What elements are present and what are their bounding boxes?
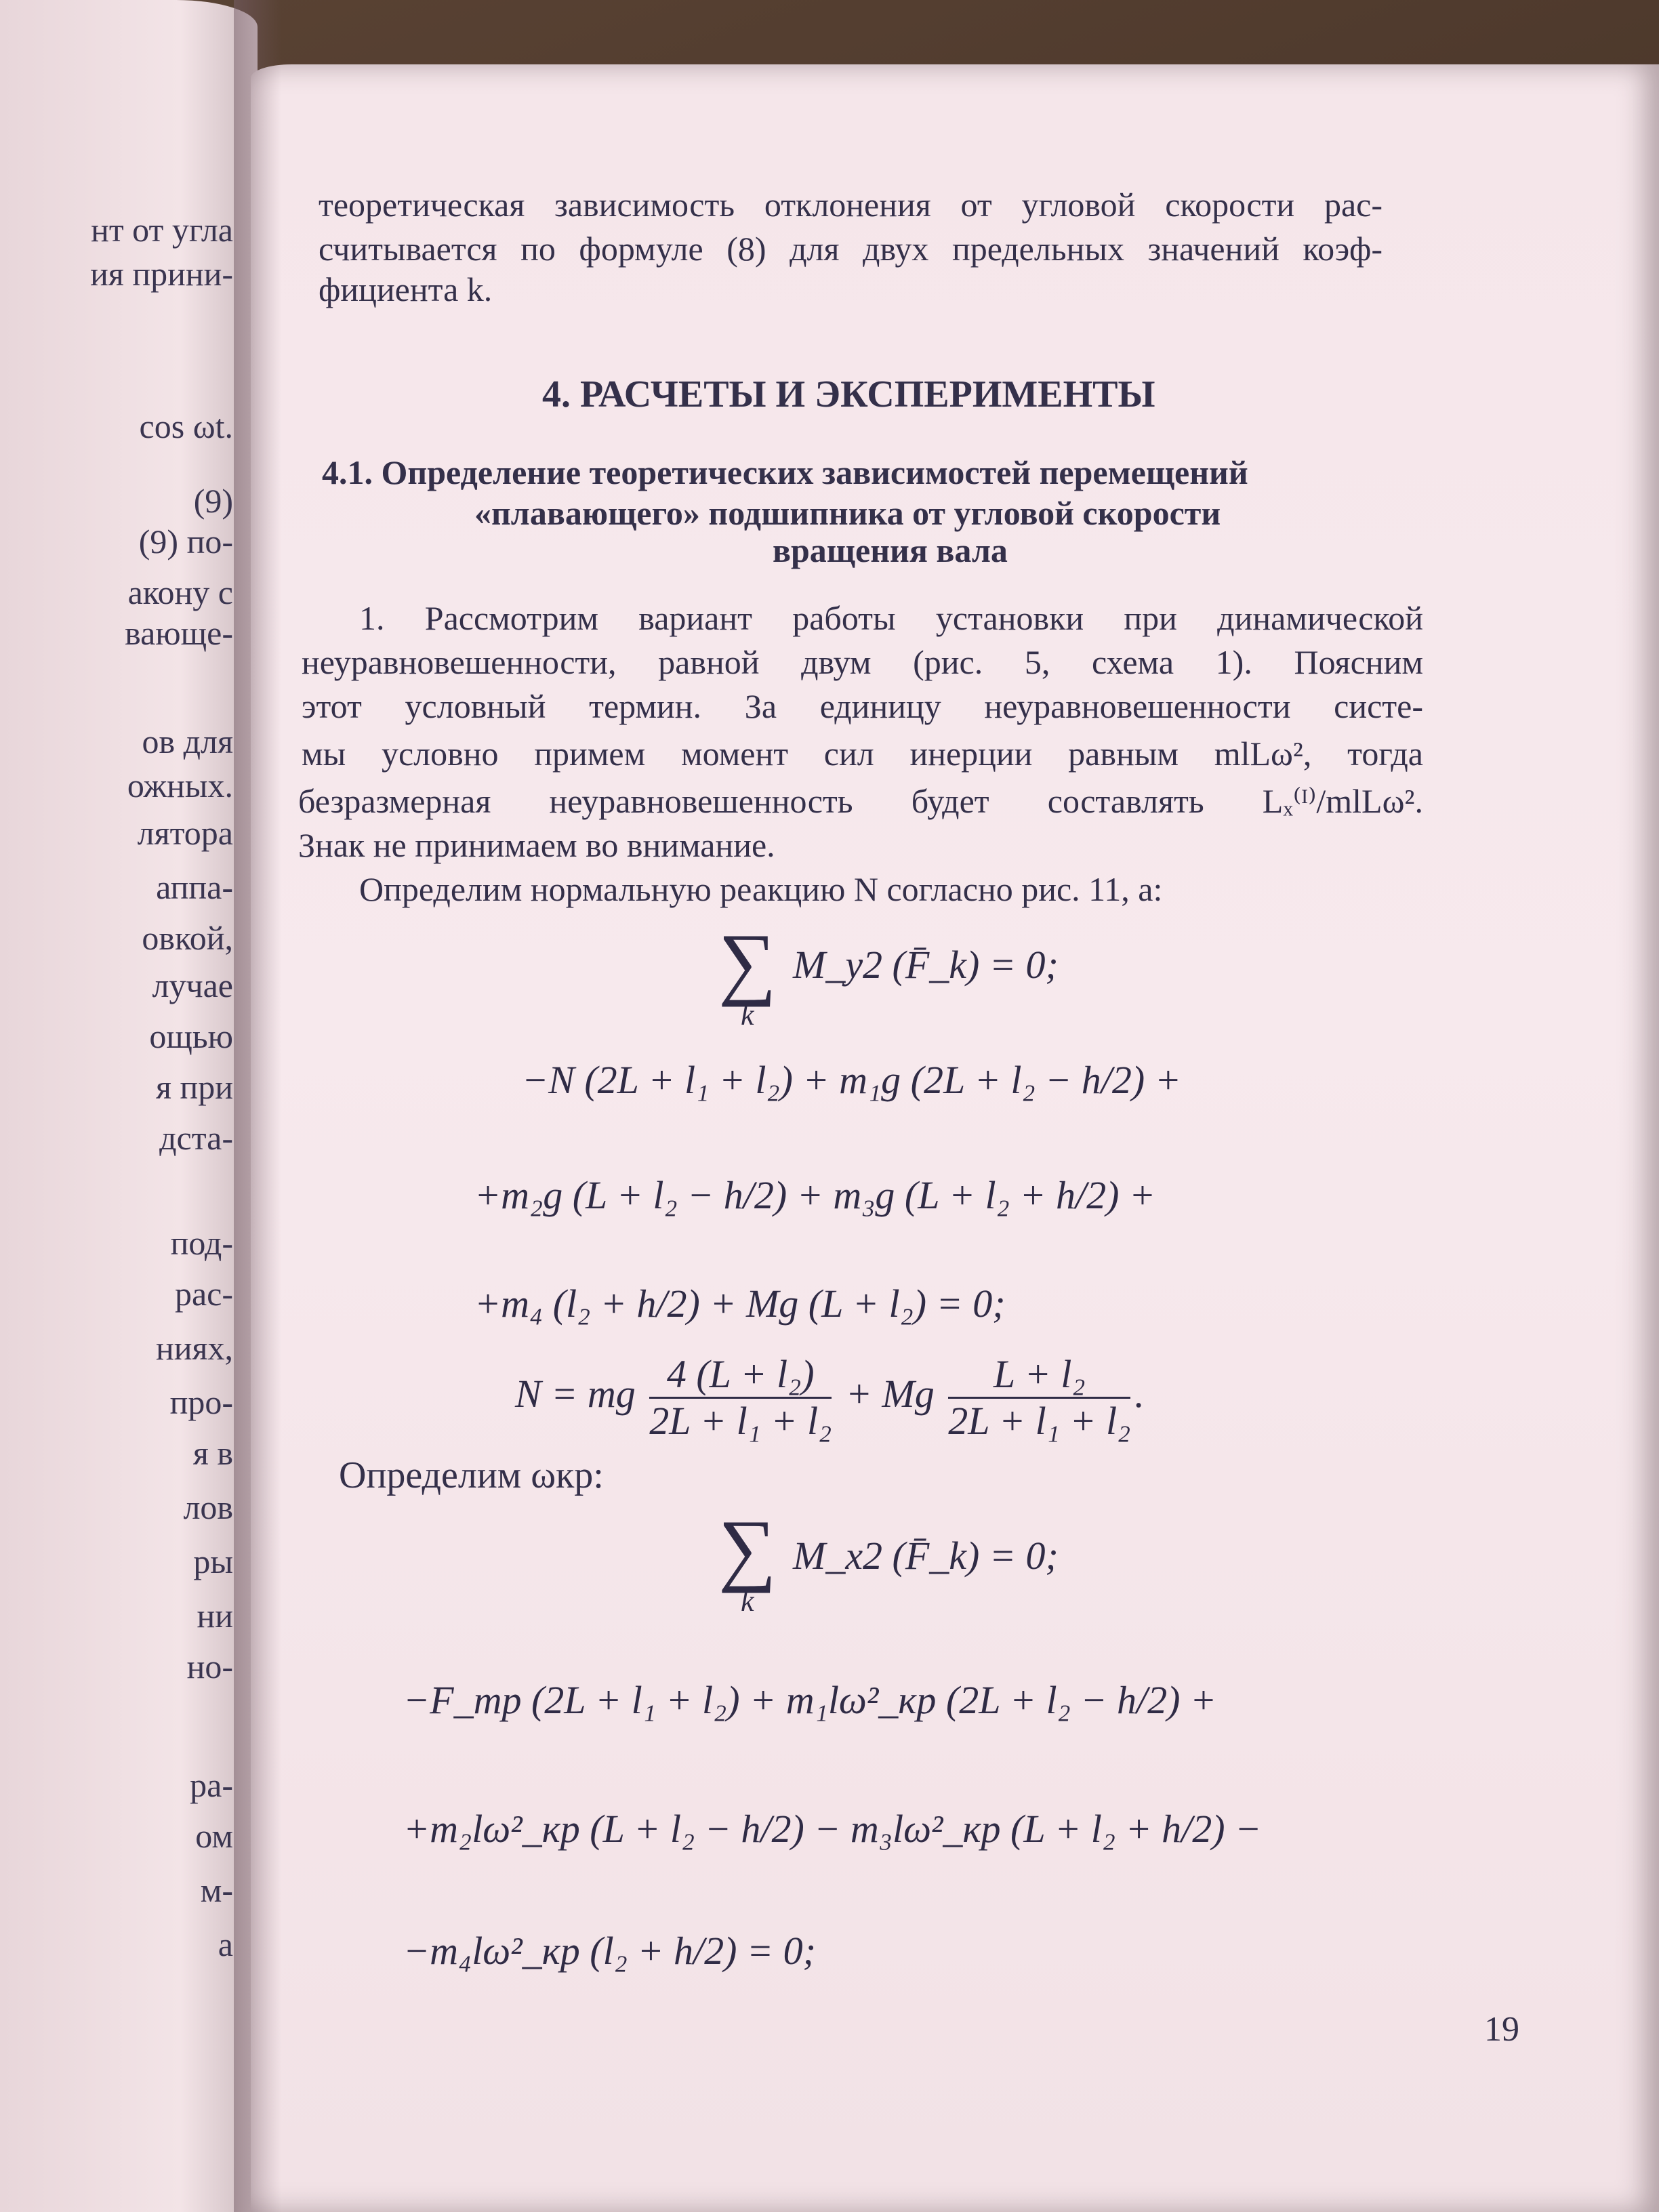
text-line: Определим ωкр: <box>339 1454 604 1496</box>
left-fragment: ия прини- <box>90 255 233 293</box>
left-fragment: я при <box>155 1068 233 1106</box>
left-fragment: ни <box>197 1597 233 1635</box>
equation-line: +m₂g (L + l₂ − h/2) + m₃g (L + l₂ + h/2) + <box>474 1173 1156 1217</box>
left-fragment: под- <box>170 1224 233 1262</box>
left-fragment: (9) по- <box>138 523 233 560</box>
equation-normal-reaction: N = mg $\frac{\text{4 (L + l₂)}}{\text{2L + l₁ + l₂}}$ + Mg $\frac{\text{L + l₂}}{\text{2L + l₁ + l₂}}$ . <box>515 1352 1145 1443</box>
text-line: считывается по формуле (8) для двух предельных значений коэф- <box>319 230 1382 268</box>
text-line: мы условно примем момент сил инерции равным mlLω², тогда <box>302 735 1423 773</box>
left-page <box>0 0 258 2212</box>
text-line: неуравновешенности, равной двум (рис. 5, схема 1). Поясним <box>302 643 1423 681</box>
left-fragment: рас- <box>174 1275 233 1313</box>
left-fragment: овкой, <box>142 919 233 957</box>
left-fragment: ощью <box>149 1017 233 1055</box>
fraction-numerator: 4 (L + l₂) <box>649 1352 832 1399</box>
left-fragment: cos ωt. <box>139 407 233 445</box>
section-title-text: 4. РАСЧЕТЫ И ЭКСПЕРИМЕНТЫ <box>542 373 1155 415</box>
sum-index: k <box>741 998 754 1031</box>
sum-index: k <box>741 1584 754 1618</box>
left-fragment: лятора <box>137 814 233 852</box>
left-fragment: ожных. <box>127 766 233 804</box>
fraction-numerator: L + l₂ <box>948 1352 1130 1399</box>
equation-sum-moments-x: M_x2 (F̄_k) = 0; <box>793 1534 1059 1578</box>
left-fragment: дста- <box>159 1119 233 1157</box>
fraction <box>649 1352 832 1443</box>
text-line: безразмерная неуравновешенность будет составлять Lₓ⁽ᴵ⁾/mlLω². <box>298 782 1423 820</box>
fraction-denominator: 2L + l₁ + l₂ <box>948 1399 1131 1443</box>
fraction <box>948 1352 1130 1443</box>
left-fragment: а <box>218 1925 233 1963</box>
equation-line: +m₄ (l₂ + h/2) + Mg (L + l₂) = 0; <box>474 1282 1006 1326</box>
fraction-denominator: 2L + l₁ + l₂ <box>649 1399 832 1443</box>
summation <box>718 917 777 1032</box>
left-fragment: ниях, <box>155 1329 233 1367</box>
left-fragment: я в <box>192 1434 233 1472</box>
left-fragment: лучае <box>152 966 233 1004</box>
left-fragment: м- <box>200 1871 233 1909</box>
eq-part: + Mg <box>845 1371 935 1416</box>
sum-symbol: ∑ <box>718 1503 777 1593</box>
text-line: 1. Рассмотрим вариант работы установки при динамической <box>359 599 1423 637</box>
equation-line: +m₂lω²_кр (L + l₂ − h/2) − m₃lω²_кр (L + l₂ + h/2) − <box>403 1807 1262 1851</box>
left-fragment: аппа- <box>156 868 233 906</box>
page-number: 19 <box>1484 2010 1519 2049</box>
left-fragment: но- <box>186 1647 233 1685</box>
subsection-line: вращения вала <box>773 531 1008 569</box>
left-fragment: вающе- <box>125 614 233 652</box>
left-fragment: ов для <box>142 722 233 760</box>
text-line: Определим нормальную реакцию N согласно рис. 11, a: <box>359 870 1163 908</box>
left-fragment: про- <box>169 1383 233 1421</box>
left-fragment: лов <box>183 1488 233 1526</box>
left-fragment: ом <box>195 1817 233 1855</box>
text-line: фициента k. <box>319 270 493 308</box>
subsection-line: 4.1. Определение теоретических зависимостей перемещений <box>322 453 1248 491</box>
text-line: Знак не принимаем во внимание. <box>298 826 775 864</box>
left-fragment: ра- <box>190 1766 233 1804</box>
equation-sum-moments-y: M_y2 (F̄_k) = 0; <box>793 943 1059 987</box>
book-gutter <box>234 0 281 2212</box>
equation-line: −N (2L + l₁ + l₂) + m₁g (2L + l₂ − h/2) + <box>522 1058 1181 1102</box>
equation-line: −F_тр (2L + l₁ + l₂) + m₁lω²_кр (2L + l₂ − h/2) + <box>403 1678 1217 1722</box>
subsection-line: «плавающего» подшипника от угловой скорости <box>474 494 1221 532</box>
eq-part: N = mg <box>515 1371 636 1416</box>
summation <box>718 1503 777 1618</box>
equation-line: −m₄lω²_кр (l₂ + h/2) = 0; <box>403 1929 816 1973</box>
left-fragment: нт от угла <box>91 211 233 249</box>
left-fragment: (9) <box>193 482 233 520</box>
text-line: теоретическая зависимость отклонения от угловой скорости рас- <box>319 186 1382 224</box>
left-fragment: ры <box>193 1542 233 1580</box>
left-fragment: акону с <box>127 573 233 611</box>
sum-symbol: ∑ <box>718 917 777 1007</box>
text-line: этот условный термин. За единицу неуравновешенности систе- <box>302 687 1423 725</box>
